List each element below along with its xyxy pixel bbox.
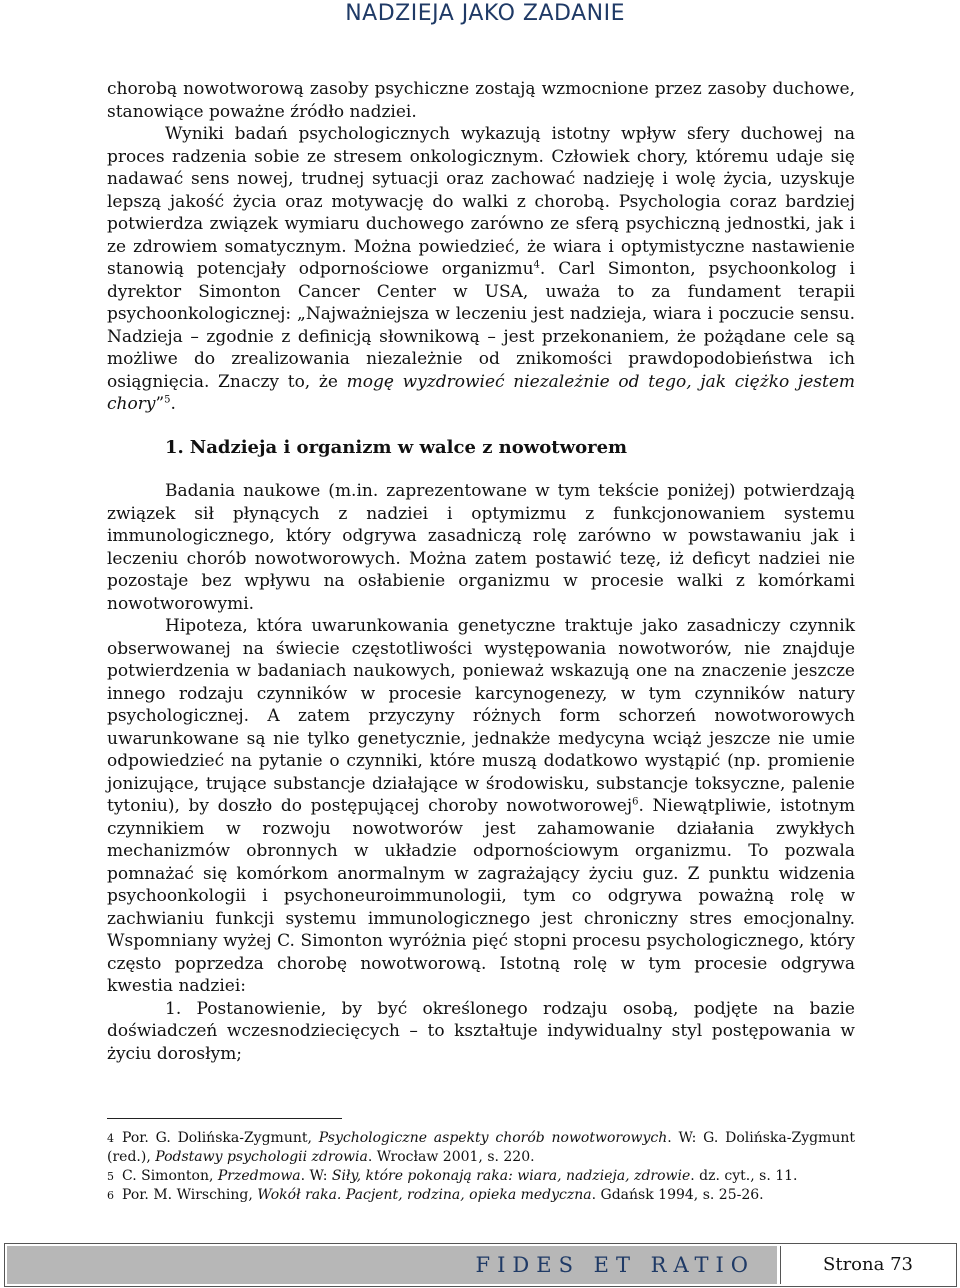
paragraph xyxy=(107,123,855,416)
section-number: 1. xyxy=(165,436,184,458)
footnote-divider xyxy=(107,1118,342,1119)
footnote-number: 4 xyxy=(107,1132,114,1145)
paragraph xyxy=(107,480,855,615)
list-item xyxy=(107,998,855,1066)
footnote-number: 6 xyxy=(107,1189,114,1202)
footnote-text: . Wrocław 2001, s. 220. xyxy=(367,1149,535,1165)
footnote-text: C. Simonton, xyxy=(122,1168,218,1184)
footnote-number: 5 xyxy=(107,1170,114,1183)
footnote-text: . dz. cyt., s. 11. xyxy=(690,1168,798,1184)
footnote-title: Podstawy psychologii zdrowia xyxy=(155,1149,368,1165)
paragraph-text: Badania naukowe (m.in. zaprezentowane w tym tekście poniżej) potwierdzają związek sił płynących z nadziei i optymizmu z funkcjonowaniem systemu immunologicznego, który odgrywa zasadniczą rolę zarówno w powstawaniu jak i leczeniu chorób nowotworowych. Można zatem postawić tezę, iż deficyt nadziei nie pozostaje bez wpływu na osłabienie organizmu w procesie walki z komórkami nowotworowymi. xyxy=(107,481,855,614)
footnote-title: Psychologiczne aspekty chorób nowotworowych xyxy=(318,1130,668,1146)
footnote-ref: 6 xyxy=(632,796,639,808)
section-title: Nadzieja i organizm w walce z nowotworem xyxy=(189,436,628,458)
paragraph-text: Wyniki badań psychologicznych wykazują istotny wpływ sfery duchowej na proces radzenia sobie ze stresem onkologicznym. Człowiek chory, któremu udaje się nadawać sens nowej, trudnej sytuacji oraz zachować nadzieję i wolę życia, uzyskuje lepszą jakość życia oraz motywację do walki z chorobą. Psychologia coraz bardziej potwierdza związek wymiaru duchowego zarówno ze sferą psychiczną jednostki, jak i ze zdrowiem somatycznym. Można powiedzieć, że wiara i optymistyczne nastawienie stanowią potencjały odpornościowe organizmu xyxy=(107,124,855,279)
journal-name: FIDES ET RATIO xyxy=(7,1246,777,1284)
paragraph-text: . Niewątpliwie, istotnym czynnikiem w rozwoju nowotworów jest zahamowanie działania zwykłych mechanizmów obronnych w układzie odpornościowym organizmu. To pozwala pomnażać się komórkom anormalnym w zagrażający życiu guz. Z punktu widzenia psychoonkologii i psychoneuroimmunologii, tym co odgrywa poważną rolę w zachwianiu funkcji systemu immunologicznego jest chroniczny stres emocjonalny. Wspomniany wyżej C. Simonton wyróżnia pięć stopni procesu psychologicznego, który często poprzedza chorobę nowotworową. Istotną rolę w tym procesie odgrywa kwestia nadziei: xyxy=(107,796,855,996)
footnote xyxy=(107,1186,855,1205)
footnotes xyxy=(107,1118,855,1205)
page-number: Strona 73 xyxy=(780,1246,955,1284)
quote-italic: mogę wyzdrowieć niezależnie od tego, jak ciężko jestem chory xyxy=(107,371,855,414)
footnote-text: . Gdańsk 1994, s. 25-26. xyxy=(591,1187,764,1203)
footnote-text: . W: G. Dolińska-Zygmunt (red.), xyxy=(107,1130,855,1165)
footnote-text: . W: xyxy=(300,1168,332,1184)
paragraph-text: . xyxy=(170,394,176,414)
paragraph-text: 1. Postanowienie, by być określonego rodzaju osobą, podjęte na bazie doświadczeń wczesnodziecięcych – to kształtuje indywidualny styl postępowania w życiu dorosłym; xyxy=(107,998,855,1064)
footnote-ref: 5 xyxy=(164,394,171,406)
footnote-title: Siły, które pokonają raka: wiara, nadzieja, zdrowie xyxy=(331,1168,691,1184)
running-header-title: NADZIEJA JAKO ZADANIE xyxy=(345,1,625,26)
paragraph-text: . Carl Simonton, psychoonkolog i dyrektor Simonton Cancer Center w USA, uważa to za fundament terapii psychoonkologicznej: „Najważniejsza w leczeniu jest nadzieja, wiara i poczucie sensu. Nadzieja – zgodnie z definicją słownikową – jest przekonaniem, że pożądane cele są możliwe do zrealizowania niezależnie od znikomości prawdopodobieństwa ich osiągnięcia. Znaczy to, że xyxy=(107,259,855,392)
footnote-title: Przedmowa xyxy=(217,1168,301,1184)
paragraph xyxy=(107,78,855,123)
paragraph-text: chorobą nowotworową zasoby psychiczne zostają wzmocnione przez zasoby duchowe, stanowiące poważne źródło nadziei. xyxy=(107,79,855,122)
footnote-text: Por. M. Wirsching, xyxy=(122,1187,258,1203)
paragraph xyxy=(107,615,855,998)
main-text xyxy=(107,78,855,1065)
footnote-title: Wokół raka. Pacjent, rodzina, opieka medyczna xyxy=(257,1187,592,1203)
paragraph-text: ” xyxy=(155,394,165,414)
page-footer xyxy=(4,1243,957,1287)
footnote-text: Por. G. Dolińska-Zygmunt, xyxy=(122,1130,319,1146)
section-heading xyxy=(165,437,855,460)
footnote xyxy=(107,1167,855,1186)
footnote xyxy=(107,1129,855,1167)
footnote-ref: 4 xyxy=(533,259,540,271)
paragraph-text: Hipoteza, która uwarunkowania genetyczne traktuje jako zasadniczy czynnik obserwowanej na świecie częstotliwości występowania nowotworów, nie znajduje potwierdzenia w badaniach naukowych, ponieważ wskazują one na znaczenie jeszcze innego rodzaju czynników w procesie karcynogenezy, w tym czynników natury psychologicznej. A zatem przyczyny różnych form schorzeń nowotworowych uwarunkowane są nie tylko genetycznie, jednakże medycyna wciąż jeszcze nie umie odpowiedzieć na pytanie o czynniki, które muszą dodatkowo wystąpić (np. promienie jonizujące, trujące substancje działające w środowisku, substancje toksyczne, palenie tytoniu), by doszło do postępującej choroby nowotworowej xyxy=(107,616,855,816)
